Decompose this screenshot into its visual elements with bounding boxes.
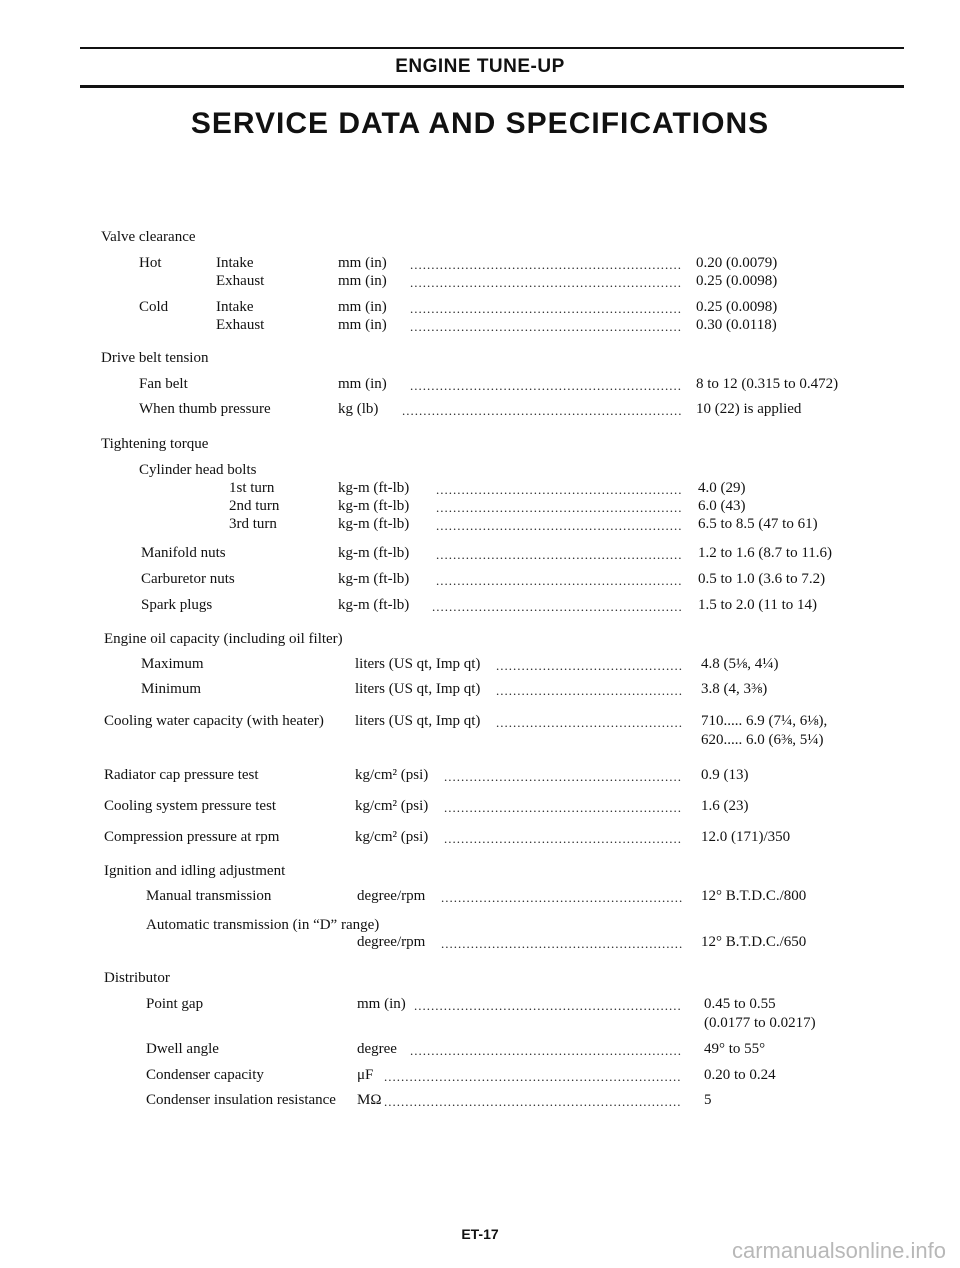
carburetor-nuts-value: 0.5 to 1.0 (3.6 to 7.2) [698,571,826,587]
leader-dots [496,716,682,729]
leader-dots [436,519,682,532]
oil-heading: Engine oil capacity (including oil filter) [104,631,343,647]
automatic-transmission-unit: degree/rpm [357,934,426,950]
manual-transmission-unit: degree/rpm [357,888,426,904]
leader-dots [444,770,682,783]
cooling-water-value-710: 710..... 6.9 (7¼, 6⅛), [701,713,828,729]
manifold-nuts-label: Manifold nuts [141,545,226,561]
cooling-water-unit: liters (US qt, Imp qt) [355,713,481,729]
leader-dots [410,320,682,333]
header-rule-top [80,47,904,49]
leader-dots [444,832,682,845]
leader-dots [436,548,682,561]
leader-dots [410,276,682,289]
point-gap-value: 0.45 to 0.55 [704,996,776,1012]
cooling-system-label: Cooling system pressure test [104,798,277,814]
torque-unit: kg-m (ft-lb) [338,498,410,514]
radiator-cap-unit: kg/cm² (psi) [355,767,429,783]
point-gap-label: Point gap [146,996,204,1012]
manifold-nuts-value: 1.2 to 1.6 (8.7 to 11.6) [698,545,833,561]
leader-dots [432,600,682,613]
dwell-angle-unit: degree [357,1041,397,1057]
valve-hot-exhaust-label: Exhaust [216,273,265,289]
carburetor-nuts-label: Carburetor nuts [141,571,235,587]
torque-unit: kg-m (ft-lb) [338,571,410,587]
torque-3rd-value: 6.5 to 8.5 (47 to 61) [698,516,818,532]
point-gap-value-inch: (0.0177 to 0.0217) [704,1015,816,1031]
dwell-angle-label: Dwell angle [146,1041,219,1057]
condenser-capacity-label: Condenser capacity [146,1067,264,1083]
compression-unit: kg/cm² (psi) [355,829,429,845]
cooling-system-value: 1.6 (23) [701,798,749,814]
torque-2nd-label: 2nd turn [229,498,280,514]
oil-min-label: Minimum [141,681,202,697]
oil-unit: liters (US qt, Imp qt) [355,656,481,672]
valve-hot-exhaust-value: 0.25 (0.0098) [696,273,778,289]
insulation-resistance-value: 5 [704,1092,712,1108]
leader-dots [436,501,682,514]
torque-2nd-value: 6.0 (43) [698,498,746,514]
insulation-resistance-unit: MΩ [357,1092,382,1108]
page-number: ET-17 [461,1226,499,1242]
valve-cold-exhaust-label: Exhaust [216,317,265,333]
point-gap-unit: mm (in) [357,996,406,1012]
leader-dots [384,1095,682,1108]
insulation-resistance-label: Condenser insulation resistance [146,1092,336,1108]
thumb-pressure-label: When thumb pressure [139,401,271,417]
torque-1st-label: 1st turn [229,480,275,496]
fan-belt-unit: mm (in) [338,376,387,392]
spark-plugs-value: 1.5 to 2.0 (11 to 14) [698,597,818,613]
distributor-heading: Distributor [104,970,170,986]
valve-cold-label: Cold [139,299,169,315]
leader-dots [436,574,682,587]
valve-cold-exhaust-value: 0.30 (0.0118) [696,317,777,333]
automatic-transmission-value: 12° B.T.D.C./650 [701,934,807,950]
leader-dots [441,937,682,950]
leader-dots [410,1044,682,1057]
leader-dots [410,258,682,271]
valve-hot-intake-label: Intake [216,255,254,271]
valve-unit: mm (in) [338,273,387,289]
oil-unit: liters (US qt, Imp qt) [355,681,481,697]
torque-1st-value: 4.0 (29) [698,480,746,496]
valve-unit: mm (in) [338,317,387,333]
valve-unit: mm (in) [338,299,387,315]
torque-heading: Tightening torque [101,436,209,452]
fan-belt-label: Fan belt [139,376,188,392]
valve-heading: Valve clearance [101,229,196,245]
torque-unit: kg-m (ft-lb) [338,597,410,613]
section-header: ENGINE TUNE-UP [395,56,565,77]
cylinder-head-label: Cylinder head bolts [139,462,257,478]
torque-unit: kg-m (ft-lb) [338,545,410,561]
leader-dots [496,659,682,672]
radiator-cap-value: 0.9 (13) [701,767,749,783]
automatic-transmission-label: Automatic transmission (in “D” range) [146,917,380,933]
leader-dots [496,684,682,697]
valve-hot-intake-value: 0.20 (0.0079) [696,255,778,271]
leader-dots [414,999,682,1012]
valve-cold-intake-label: Intake [216,299,254,315]
watermark: carmanualsonline.info [731,1238,946,1263]
cooling-water-label: Cooling water capacity (with heater) [104,713,324,729]
leader-dots [402,404,682,417]
torque-unit: kg-m (ft-lb) [338,480,410,496]
manual-transmission-value: 12° B.T.D.C./800 [701,888,807,904]
leader-dots [444,801,682,814]
valve-unit: mm (in) [338,255,387,271]
valve-cold-intake-value: 0.25 (0.0098) [696,299,778,315]
condenser-capacity-unit: μF [357,1067,374,1083]
leader-dots [436,483,682,496]
cooling-system-unit: kg/cm² (psi) [355,798,429,814]
leader-dots [441,891,682,904]
condenser-capacity-value: 0.20 to 0.24 [704,1067,776,1083]
header-rule-bottom [80,85,904,88]
valve-hot-label: Hot [139,255,162,271]
thumb-pressure-value: 10 (22) is applied [696,401,802,417]
torque-3rd-label: 3rd turn [229,516,277,532]
dwell-angle-value: 49° to 55° [704,1041,766,1057]
torque-unit: kg-m (ft-lb) [338,516,410,532]
radiator-cap-label: Radiator cap pressure test [104,767,259,783]
page-title: SERVICE DATA AND SPECIFICATIONS [190,107,770,140]
oil-max-value: 4.8 (5⅛, 4¼) [701,656,779,672]
belt-heading: Drive belt tension [101,350,209,366]
manual-transmission-label: Manual transmission [146,888,272,904]
compression-label: Compression pressure at rpm [104,829,280,845]
leader-dots [384,1070,682,1083]
leader-dots [410,379,682,392]
compression-value: 12.0 (171)/350 [701,829,791,845]
oil-min-value: 3.8 (4, 3⅜) [701,681,768,697]
cooling-water-value-620: 620..... 6.0 (6⅜, 5¼) [701,732,824,748]
thumb-pressure-unit: kg (lb) [338,401,379,417]
oil-max-label: Maximum [141,656,204,672]
ignition-heading: Ignition and idling adjustment [104,863,286,879]
spark-plugs-label: Spark plugs [141,597,213,613]
fan-belt-value: 8 to 12 (0.315 to 0.472) [696,376,839,392]
leader-dots [410,302,682,315]
